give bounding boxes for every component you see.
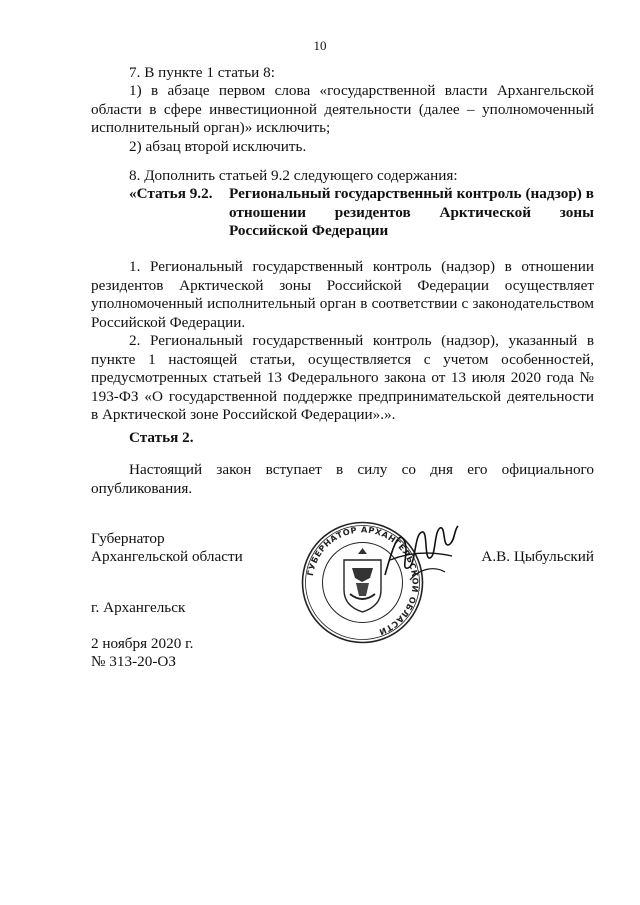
article-2-heading: Статья 2. bbox=[129, 429, 194, 446]
article-9-2-paragraph-2: 2. Региональный государственный контроль (надзор), указанный в пункте 1 настоящей статьи, осуществляется с учетом особенностей, предусмотренных статьей 13 Федерального закона от 13 июля 2020 года № 193-ФЗ «О государственной поддержке предпринимательской деятельности в Арктической зоне Российской Федерации».». bbox=[91, 332, 594, 424]
item-8-heading: 8. Дополнить статьей 9.2 следующего содержания: bbox=[129, 167, 458, 184]
city: г. Архангельск bbox=[91, 599, 186, 616]
article-2-text: Настоящий закон вступает в силу со дня его официального опубликования. bbox=[91, 461, 594, 497]
governor-name: А.В. Цыбульский bbox=[481, 548, 594, 565]
signing-date: 2 ноября 2020 г. bbox=[91, 635, 194, 652]
svg-text:ГУБЕРНАТОР АРХАНГЕЛЬСКОЙ ОБЛАС: ГУБЕРНАТОР АРХАНГЕЛЬСКОЙ ОБЛАСТИ bbox=[304, 524, 421, 638]
item-7-heading: 7. В пункте 1 статьи 8: bbox=[129, 64, 275, 81]
item-7-subitem-2: 2) абзац второй исключить. bbox=[129, 138, 307, 155]
item-7-subitem-1: 1) в абзаце первом слова «государственной власти Архангельской области в сфере инвестиционной деятельности (далее – уполномоченный исполнительный орган)» исключить; bbox=[91, 82, 594, 137]
governor-signature bbox=[380, 520, 460, 590]
page-number: 10 bbox=[313, 38, 327, 53]
article-9-2-title: Региональный государственный контроль (надзор) в отношении резидентов Арктической зоны Российской Федерации bbox=[229, 185, 594, 240]
governor-region: Архангельской области bbox=[91, 548, 243, 565]
coat-of-arms-icon bbox=[344, 548, 381, 612]
article-9-2-paragraph-1: 1. Региональный государственный контроль (надзор) в отношении резидентов Арктической зоны Российской Федерации осуществляет уполномоченный исполнительный орган в соответствии с законодательством Российской Федерации. bbox=[91, 258, 594, 331]
article-9-2-label: «Статья 9.2. bbox=[129, 185, 213, 202]
law-number: № 313-20-ОЗ bbox=[91, 653, 176, 670]
governor-title: Губернатор bbox=[91, 530, 165, 547]
